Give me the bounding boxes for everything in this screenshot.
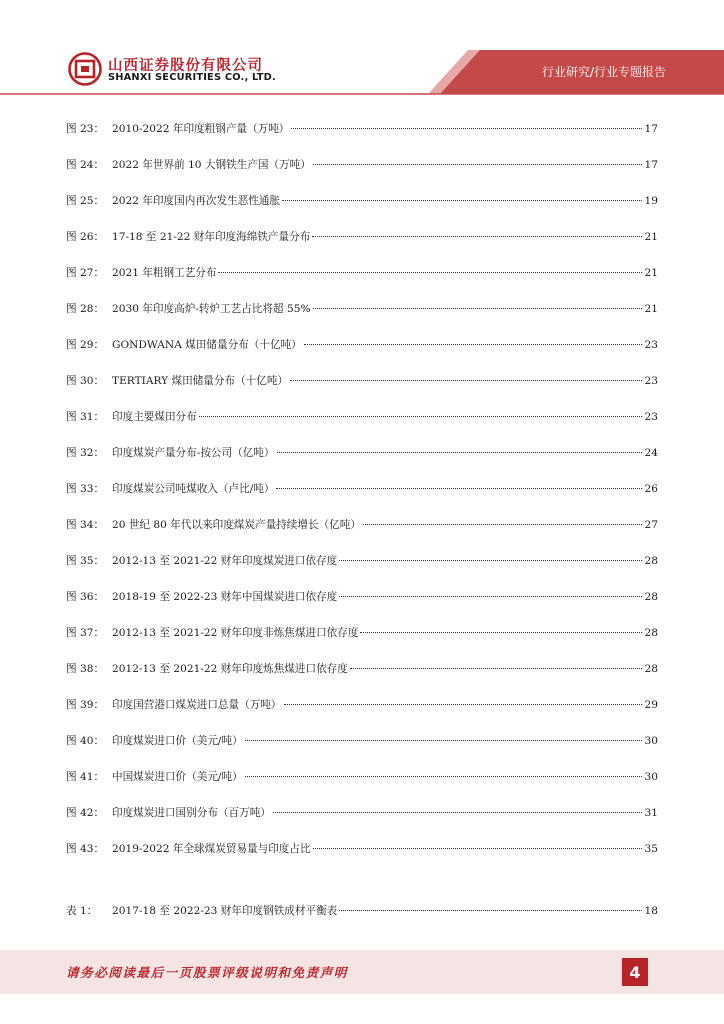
toc-dot-leader [218, 260, 642, 273]
toc-entry-prefix: 图 27： [66, 267, 105, 279]
toc-dot-leader [313, 836, 642, 849]
toc-entry-prefix: 图 31： [66, 411, 105, 423]
toc-entry-figure[interactable] [66, 191, 658, 209]
toc-entry-figure[interactable] [66, 695, 658, 713]
toc-dot-leader [276, 476, 642, 489]
toc-entry-page: 28 [644, 627, 658, 639]
header-band [0, 0, 724, 100]
toc-entry-title: TERTIARY 煤田储量分布（十亿吨） [112, 375, 289, 387]
toc-entry-figure[interactable] [66, 335, 658, 353]
footer-disclaimer: 请务必阅读最后一页股票评级说明和免责声明 [66, 965, 348, 980]
toc-entry-figure[interactable] [66, 407, 658, 425]
toc-entry-page: 24 [644, 447, 658, 459]
toc-dot-leader [339, 584, 642, 597]
toc-entry-title: 2012-13 至 2021-22 财年印度煤炭进口依存度 [112, 555, 338, 567]
toc-entry-prefix: 图 30： [66, 375, 105, 387]
toc-dot-leader [291, 116, 642, 129]
toc-dot-leader [313, 152, 642, 165]
toc-entry-page: 21 [644, 303, 658, 315]
shanxi-securities-logo-icon [68, 52, 102, 86]
toc-entry-title: 2022 年印度国内再次发生恶性通胀 [112, 195, 281, 207]
toc-entry-prefix: 表 1： [66, 905, 98, 917]
toc-dot-leader [360, 620, 642, 633]
toc-entry-title: 印度煤炭公司吨煤收入（卢比/吨） [112, 483, 275, 495]
toc-dot-leader [245, 764, 642, 777]
toc-entry-figure[interactable] [66, 371, 658, 389]
toc-entry-prefix: 图 23： [66, 123, 105, 135]
toc-entry-page: 21 [644, 231, 658, 243]
toc-entry-page: 23 [644, 339, 658, 351]
toc-entry-prefix: 图 32： [66, 447, 105, 459]
toc-entry-page: 31 [644, 807, 658, 819]
toc-entry-page: 28 [644, 591, 658, 603]
toc-entry-figure[interactable] [66, 839, 658, 857]
toc-entry-page: 23 [644, 411, 658, 423]
toc-entry-prefix: 图 24： [66, 159, 105, 171]
toc-entry-page: 19 [644, 195, 658, 207]
toc-entry-title: 2010-2022 年印度粗钢产量（万吨） [112, 123, 290, 135]
toc-entry-page: 30 [644, 735, 658, 747]
toc-entry-prefix: 图 25： [66, 195, 105, 207]
toc-entry-title: GONDWANA 煤田储量分布（十亿吨） [112, 339, 302, 351]
toc-entry-title: 2021 年粗钢工艺分布 [112, 267, 217, 279]
toc-entry-figure[interactable] [66, 767, 658, 785]
toc-entry-page: 17 [644, 159, 658, 171]
toc-entry-figure[interactable] [66, 623, 658, 641]
toc-entry-title: 印度煤炭进口国别分布（百万吨） [112, 807, 271, 819]
toc-entry-title: 印度国营港口煤炭进口总量（万吨） [112, 699, 282, 711]
toc-entry-figure[interactable] [66, 155, 658, 173]
toc-dot-leader [304, 332, 642, 345]
toc-entry-title: 2022 年世界前 10 大钢铁生产国（万吨） [112, 159, 311, 171]
toc-entry-title: 2019-2022 年全球煤炭贸易量与印度占比 [112, 843, 311, 855]
toc-entry-prefix: 图 36： [66, 591, 105, 603]
toc-entry-prefix: 图 43： [66, 843, 105, 855]
toc-entry-title: 2018-19 至 2022-23 财年中国煤炭进口依存度 [112, 591, 338, 603]
toc-entry-page: 35 [644, 843, 658, 855]
toc-entry-page: 28 [644, 555, 658, 567]
toc-entry-figure[interactable] [66, 659, 658, 677]
toc-entry-page: 21 [644, 267, 658, 279]
toc-dot-leader [273, 800, 642, 813]
toc-entry-prefix: 图 28： [66, 303, 105, 315]
toc-dot-leader [290, 368, 642, 381]
toc-entry-page: 17 [644, 123, 658, 135]
toc-entry-title: 印度煤炭进口价（美元/吨） [112, 735, 243, 747]
toc-entry-prefix: 图 39： [66, 699, 105, 711]
toc-entry-title: 17-18 至 21-22 财年印度海绵铁产量分布 [112, 231, 311, 243]
page-number-badge: 4 [622, 958, 648, 986]
toc-entry-prefix: 图 35： [66, 555, 105, 567]
toc-entry-figure[interactable] [66, 479, 658, 497]
toc-dot-leader [339, 548, 642, 561]
toc-entry-page: 29 [644, 699, 658, 711]
toc-entry-title: 2017-18 至 2022-23 财年印度钢铁成材平衡表 [112, 905, 338, 917]
toc-entry-prefix: 图 29： [66, 339, 105, 351]
toc-entry-prefix: 图 26： [66, 231, 105, 243]
toc-entry-figure[interactable] [66, 731, 658, 749]
company-name-cn: 山西证券股份有限公司 [108, 58, 263, 74]
toc-entry-page: 18 [644, 905, 658, 917]
toc-entry-title: 2012-13 至 2021-22 财年印度炼焦煤进口依存度 [112, 663, 348, 675]
toc-entry-page: 30 [644, 771, 658, 783]
toc-entry-page: 28 [644, 663, 658, 675]
toc-entry-figure[interactable] [66, 803, 658, 821]
toc-entry-figure[interactable] [66, 443, 658, 461]
toc-entry-figure[interactable] [66, 551, 658, 569]
toc-entry-prefix: 图 33： [66, 483, 105, 495]
toc-entry-figure[interactable] [66, 263, 658, 281]
toc-entry-figure[interactable] [66, 119, 658, 137]
toc-entry-table[interactable] [66, 901, 658, 919]
toc-dot-leader [350, 656, 642, 669]
toc-entry-page: 27 [644, 519, 658, 531]
page-header [0, 0, 724, 100]
toc-dot-leader [339, 898, 642, 911]
toc-entry-figure[interactable] [66, 587, 658, 605]
toc-entry-prefix: 图 37： [66, 627, 105, 639]
company-name-en: SHANXI SECURITIES CO., LTD. [108, 72, 276, 83]
toc-entry-page: 23 [644, 375, 658, 387]
toc-entry-prefix: 图 41： [66, 771, 105, 783]
toc-entry-title: 中国煤炭进口价（美元/吨） [112, 771, 243, 783]
toc-entry-prefix: 图 38： [66, 663, 105, 675]
toc-dot-leader [199, 404, 642, 417]
toc-dot-leader [284, 692, 643, 705]
toc-dot-leader [277, 440, 643, 453]
toc-entry-prefix: 图 40： [66, 735, 105, 747]
toc-entry-figure[interactable] [66, 227, 658, 245]
report-type-label: 行业研究/行业专题报告 [541, 65, 666, 79]
toc-dot-leader [363, 512, 642, 525]
toc-entry-title: 20 世纪 80 年代以来印度煤炭产量持续增长（亿吨） [112, 519, 361, 531]
toc-dot-leader [245, 728, 642, 741]
toc-dot-leader [282, 188, 642, 201]
toc-entry-title: 印度主要煤田分布 [112, 411, 197, 423]
toc-entry-figure[interactable] [66, 515, 658, 533]
toc-dot-leader [312, 224, 642, 237]
toc-entry-prefix: 图 42： [66, 807, 105, 819]
toc-entry-title: 2030 年印度高炉-转炉工艺占比将超 55% [112, 303, 311, 315]
toc-entry-title: 2012-13 至 2021-22 财年印度非炼焦煤进口依存度 [112, 627, 359, 639]
toc-entry-page: 26 [644, 483, 658, 495]
toc-entry-prefix: 图 34： [66, 519, 105, 531]
toc-entry-figure[interactable] [66, 299, 658, 317]
toc-dot-leader [313, 296, 642, 309]
toc-entry-title: 印度煤炭产量分布-按公司（亿吨） [112, 447, 275, 459]
